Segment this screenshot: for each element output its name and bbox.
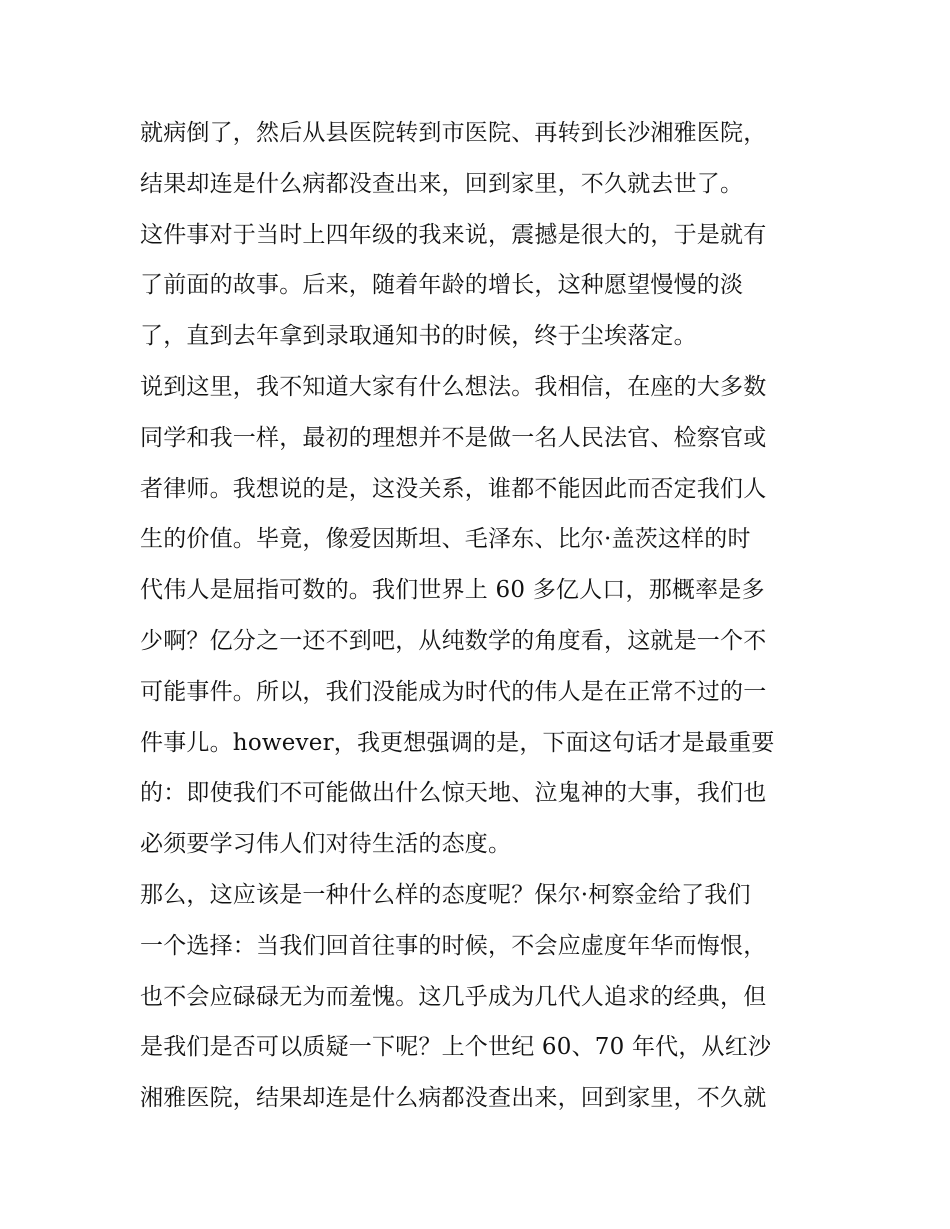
text-line: 就病倒了，然后从县医院转到市医院、再转到长沙湘雅医院， [140,120,767,146]
text-line: 可能事件。所以，我们没能成为时代的伟人是在正常不过的一 [140,678,767,705]
text-line: 那么，这应该是一种什么样的态度呢？保尔·柯察金给了我们 [140,881,751,908]
text-line: 是我们是否可以质疑一下呢？上个世纪 60、70 年代，从红沙 [140,1034,772,1061]
text-line: 的：即使我们不可能做出什么惊天地、泣鬼神的大事，我们也 [140,780,767,807]
text-line: 结果却连是什么病都没查出来，回到家里，不久就去世了。 [140,170,744,197]
text-line: 者律师。我想说的是，这没关系，谁都不能因此而否定我们人 [140,475,767,502]
text-line: 了，直到去年拿到录取通知书的时候，终于尘埃落定。 [140,323,697,350]
text-line: 也不会应碌碌无为而羞愧。这几乎成为几代人追求的经典，但 [140,983,767,1010]
text-line: 一个选择：当我们回首往事的时候，不会应虚度年华而悔恨， [140,932,767,959]
document-body [140,108,820,1124]
text-line: 生的价值。毕竟，像爱因斯坦、毛泽东、比尔·盖茨这样的时 [140,526,751,553]
text-line: 了前面的故事。后来，随着年龄的增长，这种愿望慢慢的淡 [140,272,744,299]
text-line: 代伟人是屈指可数的。我们世界上 60 多亿人口，那概率是多 [140,577,765,604]
text-line: 件事儿。however，我更想强调的是，下面这句话才是最重要 [140,729,775,756]
text-line: 说到这里，我不知道大家有什么想法。我相信，在座的大多数 [140,373,767,400]
text-line: 必须要学习伟人们对待生活的态度。 [140,831,512,858]
text-line: 同学和我一样，最初的理想并不是做一名人民法官、检察官或 [140,424,767,451]
text-line: 湘雅医院，结果却连是什么病都没查出来，回到家里，不久就 [140,1085,767,1112]
text-line: 少啊？亿分之一还不到吧，从纯数学的角度看，这就是一个不 [140,627,767,654]
text-line: 这件事对于当时上四年级的我来说，震撼是很大的，于是就有 [140,221,767,248]
